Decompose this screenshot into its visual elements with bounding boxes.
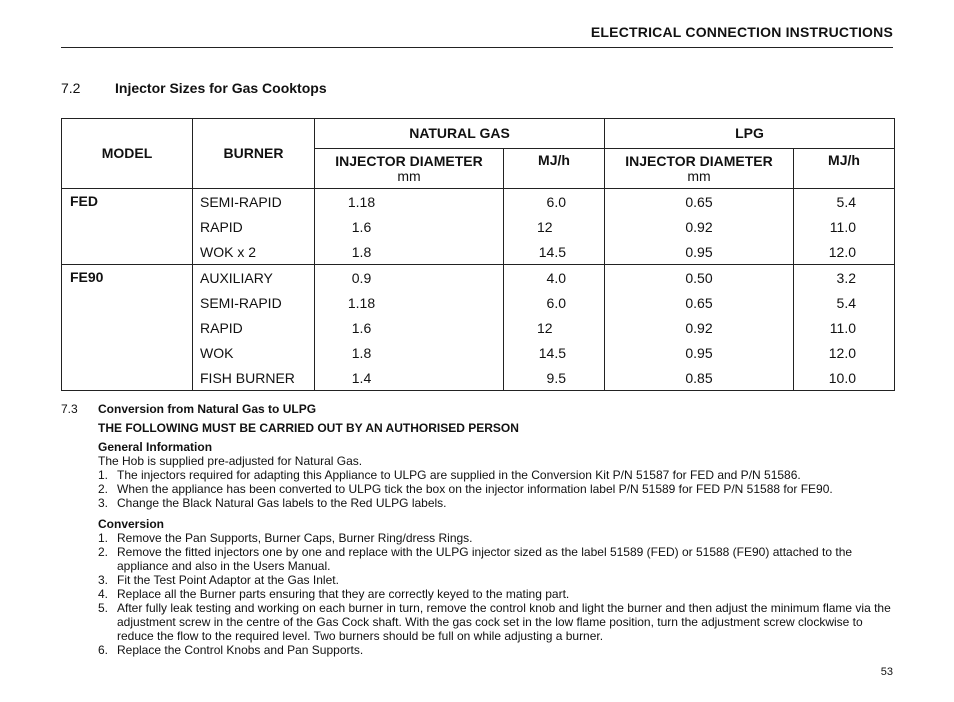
table-row [62, 265, 895, 291]
lpg-diameter-cell: 0.95 [605, 239, 794, 265]
burner-cell: RAPID [193, 315, 315, 340]
list-item: 4. Replace all the Burner parts ensuring that they are correctly keyed to the mating part. [98, 587, 570, 601]
burner-cell: RAPID [193, 214, 315, 239]
col-header-ng-diameter: INJECTOR DIAMETER mm [315, 149, 504, 189]
col-header-burner: BURNER [193, 119, 315, 189]
ng-mjh-cell: 6.0 [504, 290, 605, 315]
model-cell: FED [62, 189, 193, 265]
list-item: 2. When the appliance has been converted to ULPG tick the box on the injector information label P/N 51589 for FED P/N 51588 for FE90. [98, 482, 833, 496]
conversion-heading: Conversion [98, 517, 165, 531]
section-7-3 [61, 402, 894, 657]
section-title: Conversion from Natural Gas to ULPG [98, 402, 317, 416]
ng-mjh-cell: 6.0 [504, 189, 605, 215]
ng-mjh-cell: 14.5 [504, 239, 605, 265]
ng-diameter-cell: 1.8 [315, 239, 504, 265]
model-cell: FE90 [62, 265, 193, 391]
table-row [62, 189, 895, 215]
burner-cell: SEMI-RAPID [193, 290, 315, 315]
group-header-natural-gas: NATURAL GAS [315, 119, 605, 149]
ng-diameter-cell: 1.18 [315, 189, 504, 215]
page-number: 53 [880, 666, 893, 678]
list-item: 3. Change the Black Natural Gas labels to the Red ULPG labels. [98, 496, 447, 510]
ng-diameter-cell: 0.9 [315, 265, 504, 291]
ng-mjh-cell: 12 [504, 315, 605, 340]
burner-cell: WOK x 2 [193, 239, 315, 265]
lpg-diameter-cell: 0.65 [605, 290, 794, 315]
ng-diameter-cell: 1.8 [315, 340, 504, 365]
col-header-lpg-mjh: MJ/h [794, 149, 895, 189]
burner-cell: AUXILIARY [193, 265, 315, 291]
lpg-diameter-cell: 0.50 [605, 265, 794, 291]
general-information-heading: General Information [98, 440, 213, 454]
header-divider [61, 47, 893, 48]
lpg-diameter-cell: 0.85 [605, 365, 794, 391]
ng-diameter-cell: 1.18 [315, 290, 504, 315]
ng-mjh-cell: 9.5 [504, 365, 605, 391]
burner-cell: WOK [193, 340, 315, 365]
ng-diameter-cell: 1.6 [315, 214, 504, 239]
ng-diameter-cell: 1.6 [315, 315, 504, 340]
burner-cell: FISH BURNER [193, 365, 315, 391]
lpg-mjh-cell: 12.0 [794, 239, 895, 265]
lpg-mjh-cell: 5.4 [794, 189, 895, 215]
col-header-ng-mjh: MJ/h [504, 149, 605, 189]
col-header-model: MODEL [62, 119, 193, 189]
section-title: Injector Sizes for Gas Cooktops [115, 80, 327, 96]
lpg-diameter-cell: 0.92 [605, 214, 794, 239]
list-item: 6. Replace the Control Knobs and Pan Supports. [98, 643, 364, 657]
section-number: 7.2 [61, 80, 81, 96]
lpg-diameter-cell: 0.65 [605, 189, 794, 215]
list-item: 5. After fully leak testing and working on each burner in turn, remove the control knob and light the burner and then adjust the minimum flame via the adjustment screw in the centre of the Gas Cock shaft. With the gas cock set in the low flame position, turn the adjustment screw clockwise to reduce the flow to the required level. Two burners should be full on while adjusting a burner. [98, 601, 891, 643]
lpg-mjh-cell: 3.2 [794, 265, 895, 291]
list-item: 2. Remove the fitted injectors one by one and replace with the ULPG injector sized as the label 51589 (FED) or 51588 (FE90) attached to the appliance and also in the Users Manual. [98, 545, 853, 573]
list-item: 1. Remove the Pan Supports, Burner Caps, Burner Ring/dress Rings. [98, 531, 473, 545]
lpg-diameter-cell: 0.92 [605, 315, 794, 340]
injector-sizes-table [61, 118, 895, 391]
section-7-2-heading [61, 80, 327, 96]
lpg-mjh-cell: 10.0 [794, 365, 895, 391]
ng-mjh-cell: 12 [504, 214, 605, 239]
general-intro: The Hob is supplied pre-adjusted for Natural Gas. [98, 454, 363, 468]
group-header-lpg: LPG [605, 119, 895, 149]
conversion-list [98, 531, 894, 657]
authorised-person-warning: THE FOLLOWING MUST BE CARRIED OUT BY AN AUTHORISED PERSON [98, 421, 519, 435]
list-item: 1. The injectors required for adapting this Appliance to ULPG are supplied in the Conversion Kit P/N 51587 for FED and P/N 51586. [98, 468, 801, 482]
ng-mjh-cell: 4.0 [504, 265, 605, 291]
lpg-mjh-cell: 11.0 [794, 315, 895, 340]
general-information-list [98, 468, 894, 510]
burner-cell: SEMI-RAPID [193, 189, 315, 215]
lpg-mjh-cell: 11.0 [794, 214, 895, 239]
list-item: 3. Fit the Test Point Adaptor at the Gas Inlet. [98, 573, 339, 587]
header-title: ELECTRICAL CONNECTION INSTRUCTIONS [590, 24, 893, 40]
section-number: 7.3 [61, 402, 78, 416]
lpg-mjh-cell: 12.0 [794, 340, 895, 365]
lpg-mjh-cell: 5.4 [794, 290, 895, 315]
section-7-3-heading [61, 402, 894, 416]
ng-diameter-cell: 1.4 [315, 365, 504, 391]
ng-mjh-cell: 14.5 [504, 340, 605, 365]
lpg-diameter-cell: 0.95 [605, 340, 794, 365]
col-header-lpg-diameter: INJECTOR DIAMETER mm [605, 149, 794, 189]
